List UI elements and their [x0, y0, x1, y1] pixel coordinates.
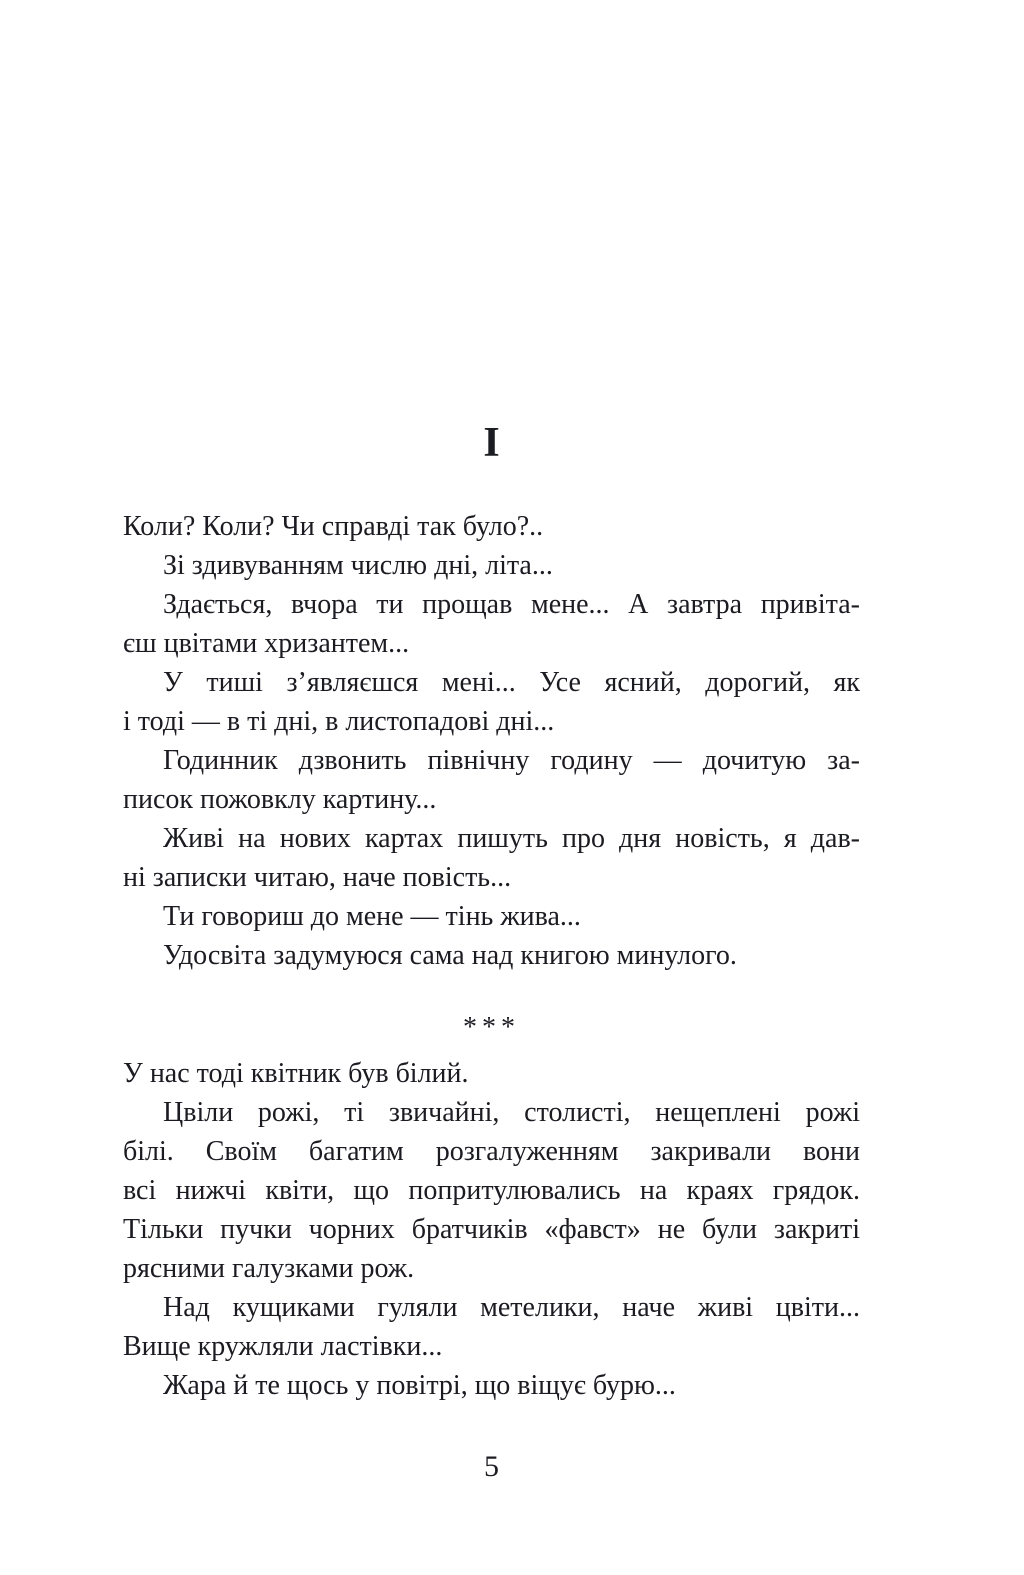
text-line: ні записки читаю, наче повість...: [123, 862, 512, 893]
text-line: Жара й те щось у повітрі, що віщує бурю...: [163, 1370, 676, 1401]
text-line: Тільки пучки чорних братчиків «фавст» не були закриті: [123, 1214, 860, 1245]
text-line: Ти говориш до мене — тінь жива...: [163, 901, 581, 932]
section-break-asterisks: ***: [463, 1012, 520, 1043]
page-number: 5: [484, 1450, 499, 1483]
text-section-after-break: [123, 1054, 860, 1405]
text-line: У тиші з’являєшся мені... Усе ясний, дорогий, як: [163, 667, 860, 698]
text-line: Зі здивуванням числю дні, літа...: [163, 550, 553, 581]
text-line: і тоді — в ті дні, в листопадові дні...: [123, 706, 555, 737]
text-line: У нас тоді квітник був білий.: [123, 1058, 469, 1089]
text-line: Над кущиками гуляли метелики, наче живі цвіти...: [163, 1292, 860, 1323]
text-line: писок пожовклу картину...: [123, 784, 437, 815]
text-line: Здається, вчора ти прощав мене... А завтра привіта-: [163, 589, 860, 620]
text-line: Вище кружляли ластівки...: [123, 1331, 443, 1362]
text-line: Годинник дзвонить північну годину — дочитую за-: [163, 745, 860, 776]
text-section-before-break: [123, 507, 860, 975]
chapter-heading: I: [483, 420, 500, 466]
text-line: рясними галузками рож.: [123, 1253, 415, 1284]
text-line: Коли? Коли? Чи справді так було?..: [123, 511, 544, 542]
text-line: всі нижчі квіти, що попритулювались на краях грядок.: [123, 1175, 860, 1206]
text-line: Цвіли рожі, ті звичайні, столисті, нещеплені рожі: [163, 1097, 860, 1128]
text-line: Удосвіта задумуюся сама над книгою минулого.: [163, 940, 737, 971]
text-line: білі. Своїм багатим розгалуженням закривали вони: [123, 1136, 860, 1167]
text-line: єш цвітами хризантем...: [123, 628, 410, 659]
text-line: Живі на нових картах пишуть про дня новість, я дав-: [163, 823, 860, 854]
